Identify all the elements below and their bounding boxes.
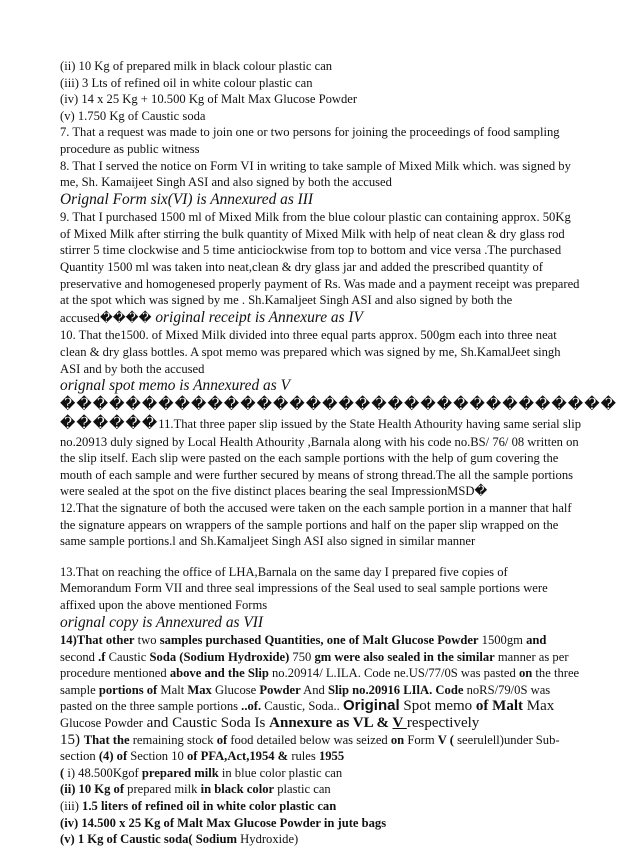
paragraph-12: 12.That the signature of both the accused were taken on the each sample portion in a manner that half the signature appears on wrappers of the sample portions and half on the paper slip wrapped on the same sample portions.l and Sh.Kamaljeet Singh ASI also signed in similar manner [60,500,572,549]
seized-item-ii-color: in black color [200,782,275,797]
seized-item-ii [60,781,582,798]
item-v-caustic-soda: (v) 1.750 Kg of Caustic soda [60,108,206,123]
p14-s26: Caustic, Soda.. [261,699,343,714]
paragraph-11-text: 11.That three paper slip issued by the State Health Athourity having same serial slip no.20913 duly signed by Local Health Athourity ,Barnala along with his code no.BS/ 76/ 08 written on the slip itself. Each slip were pasted on the each sample portions with the help of gum covering the mouth of each sample and were further secured by means of strong thread.The all the sample portions were sealed at the spot on the five distinct places bearing the seal ImpressionMSD� [60,416,582,499]
p14-s25: ..of. [241,699,262,714]
seized-item-iii-num: (iii) [60,798,83,813]
seized-item-i-container: in blue color plastic can [218,765,343,780]
seized-item-v-text: (v) 1 Kg of Caustic soda( Sodium [60,832,238,847]
paragraph-9 [60,209,582,327]
seized-item-iii [60,798,582,815]
paragraph-13: 13.That on reaching the office of LHA,Barnala on the same day I prepared five copies of Memorandum Form VII and three seal impressions of the Seal used to seal sample portions were affixed upon the above mentioned Forms [60,564,548,612]
seized-item-i [60,765,582,782]
p14-s5: and [526,633,547,648]
seized-item-i-product: prepared milk [141,765,219,780]
p14-s4: 1500gm [478,633,527,648]
item-iii-refined-oil: (iii) 3 Lts of refined oil in white colour plastic can [60,75,313,90]
seized-item-iii-text: 1.5 liters of refined oil in white color plastic can [82,798,337,813]
paragraph-11-symbols: ������ [60,415,159,432]
p14-s32: and Caustic Soda Is [142,715,270,731]
paragraph-14 [60,632,582,732]
p14-s13: above and the Slip [169,666,269,681]
p15-s10: (4) of [98,749,128,764]
p14-s21: Powder [259,682,301,697]
p14-s18: Malt [157,682,188,697]
heading-spot-memo-annexure: orignal spot memo is Annexured as V [60,377,290,395]
p14-s3: samples purchased Quantities, one of Malt Glucose Powder [159,633,479,648]
p14-s11: gm were also sealed in the similar [314,649,495,664]
paragraph-10: 10. That the1500. of Mixed Milk divided into three equal parts approx. 500gm each into three neat clean & dry glass bottles. A spot memo was prepared which was signed by me, Sh.KamalJeet singh ASI and by both the accused [60,328,561,376]
p14-s14: no.20914/ L.ILA. Code ne.US/77/0S was pasted [268,666,519,681]
paragraph-11 [60,415,582,500]
p14-s7: .f [98,649,106,664]
p15-s3: remaining stock [129,732,217,747]
item-iv-malt-max: (iv) 14 x 25 Kg + 10.500 Kg of Malt Max Glucose Powder [60,92,358,107]
p14-s20: Glucose [211,682,260,697]
paragraph-15 [60,732,582,765]
p14-s23: Slip no.20916 LIlA. Code [328,682,464,697]
paragraph-9-annexure: original receipt is Annexure as IV [151,308,363,326]
p14-s6: second [60,649,99,664]
p14-s29: of Malt [475,698,523,715]
paragraph-8: 8. That I served the notice on Form VI in writing to take sample of Mixed Milk which. was signed by me, Sh. Kamaijeet Singh ASI and also signed by both the accused [60,158,571,190]
p14-s33: Annexure as VL & [269,715,393,731]
p15-s2: That the [83,732,130,747]
seized-item-ii-product: prepared milk [124,782,201,797]
p14-s28: Spot memo [399,698,476,715]
item-ii-milk-black-can: (ii) 10 Kg of prepared milk in black colour plastic can [60,59,333,73]
p14-s30: Max [523,698,555,715]
p14-s2: two [134,633,160,648]
seized-item-ii-container: plastic can [274,782,331,797]
p14-s16: the three sample [60,666,580,697]
paragraph-9-text: 9. That I purchased 1500 ml of Mixed Milk from the blue colour plastic can containing approx. 50Kg of Mixed Milk after stirring the bulk quantity of Mixed Milk with help of neat clean & dry glass rod stirrer 5 time clockwise and 5 time anticiockwise from top to bottom and vice versa .The purchased Quantity 1500 ml was taken into neat,clean & dry glass jar and added the prescribed quantity of preservative and homogenesed properly payment of Rs. Was made and a payment receipt was prepared at the spot which was signed by me . Sh.Kamaljeet Singh ASI and also signed by both the accused [60,210,580,325]
p15-s6: on [390,732,405,747]
p15-s8: V ( [437,732,458,747]
p14-s19: Max [187,682,212,697]
p14-s8: Caustic [105,649,150,664]
p14-s34: V [392,715,407,731]
seized-item-iv: (iv) 14.500 x 25 Kg of Malt Max Glucose Powder in jute bags [60,815,387,830]
seized-item-i-paren: ( [60,765,68,780]
p15-s5: food detailed below was seized [227,732,391,747]
p14-s1: 14)That other [60,633,135,648]
p14-s10: 750 [289,649,315,664]
p14-s24: noRS/79/0S was pasted on the three sample portions [60,682,551,714]
p15-s9: seerulell)under Sub-section [60,732,560,764]
p14-s15: on [518,666,533,681]
p15-s12: of PFA,Act,1954 & [186,749,289,764]
p14-s27: Original [342,697,400,715]
seized-item-ii-qty: (ii) 10 Kg of [60,782,125,797]
seized-item-v [60,831,582,848]
p15-s11: Section 10 [127,749,187,764]
heading-copy-annexure: orignal copy is Annexured as VII [60,613,264,631]
document-page [60,58,617,848]
p14-s35: respectively [406,715,480,731]
p14-s9: Soda (Sodium Hydroxide) [149,649,290,664]
paragraph-9-symbols: ���� [99,310,152,325]
p15-s4: of [216,732,228,747]
p15-s1: 15) [60,731,84,748]
p15-s7: Form [404,732,438,747]
p14-s31: Glucose Powder [60,716,143,730]
p15-s13: rules [288,749,319,764]
seized-item-i-qty: i) 48.500Kgof [67,765,142,780]
seized-item-v-hydroxide: Hydroxide) [237,832,299,847]
paragraph-7: 7. That a request was made to join one or two persons for joining the proceedings of food sampling procedure as public witness [60,125,560,156]
paragraph-gap [60,550,582,564]
p14-s17: portions of [98,682,158,697]
heading-form-six-annexure: Orignal Form six(VI) is Annexured as III [60,190,314,208]
replacement-characters-line: ���������������������������������� [60,396,617,413]
p14-s22: And [300,682,328,697]
p14-s12: manner as per procedure mentioned [60,649,569,681]
p15-s14: 1955 [318,749,345,764]
